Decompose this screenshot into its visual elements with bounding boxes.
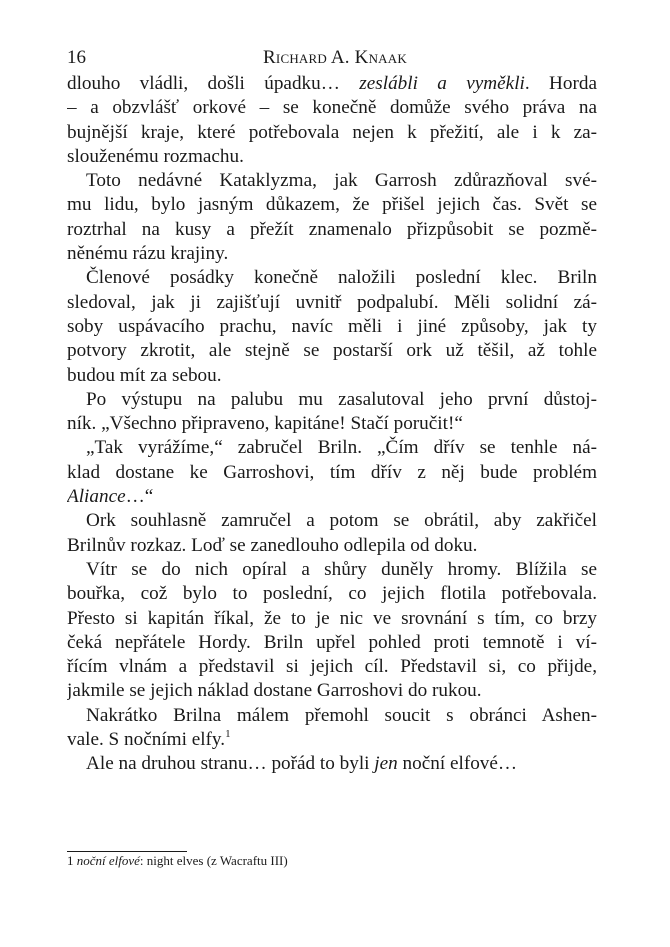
text-segment: bouřka, což bylo to poslední, co jejich flotila potřebovala. (67, 583, 597, 605)
text-segment: ník. „Všechno připraveno, kapitáne! Stačí poručit!“ (67, 413, 463, 435)
text-segment: jakmile se jejich náklad dostane Garroshovi do rukou. (67, 680, 482, 702)
text-line (67, 266, 597, 290)
text-segment: „Tak vyrážíme,“ zabručel Briln. „Čím dřív se tenhle ná- (86, 437, 597, 459)
text-line (67, 704, 597, 728)
text-line (67, 364, 597, 388)
text-segment: – a obzvlášť orkové – se konečně domůže svého práva na (67, 97, 597, 119)
footnote-number: 1 (67, 853, 74, 868)
text-segment: něnému rázu krajiny. (67, 243, 229, 265)
text-line (67, 121, 597, 145)
text-segment: Ork souhlasně zamručel a potom se obrátil, aby zakřičel (86, 510, 597, 532)
text-line (67, 679, 597, 703)
footnote-rule (67, 851, 187, 852)
text-line (67, 582, 597, 606)
footnote (67, 853, 288, 869)
text-segment: Po výstupu na palubu mu zasalutoval jeho první důstoj- (86, 388, 597, 410)
text-segment: . Horda (524, 73, 597, 94)
text-segment: budou mít za sebou. (67, 364, 222, 386)
text-line (67, 436, 597, 460)
text-segment: noční elfové… (397, 753, 518, 775)
text-line (67, 96, 597, 120)
text-segment: klad dostane ke Garroshovi, tím dřív z něj bude problém (67, 461, 597, 483)
page-number: 16 (67, 47, 86, 68)
text-line (67, 193, 597, 217)
text-line (67, 655, 597, 679)
text-line (67, 461, 597, 485)
text-segment: Ale na druhou stranu… pořád to byli (86, 753, 375, 775)
text-line (67, 242, 597, 266)
text-line (67, 218, 597, 242)
text-segment: Toto nedávné Kataklyzma, jak Garrosh zdůrazňoval své- (86, 170, 597, 192)
text-line (67, 291, 597, 315)
text-segment: Vítr se do nich opíral a shůry duněly hromy. Blížila se (86, 558, 597, 580)
text-segment: čeká nepřátele Hordy. Briln upřel pohled proti temnotě i ví- (67, 631, 597, 653)
text-segment: soby uspávacího prachu, navíc měli i jiné způsoby, jak ty (67, 315, 597, 337)
text-line (67, 607, 597, 631)
text-line (67, 72, 597, 96)
text-line (67, 485, 597, 509)
text-segment: vale. S nočními elfy. (67, 729, 226, 751)
text-segment: …“ (125, 486, 154, 508)
text-line (67, 145, 597, 169)
italic-segment: jen (374, 753, 398, 775)
footnote-text: : night elves (z Wacraftu III) (139, 853, 288, 868)
text-line (67, 388, 597, 412)
italic-segment: zeslábli a vyměkli (359, 73, 525, 94)
text-line (67, 752, 597, 776)
running-head-author: Richard A. Knaak (263, 47, 407, 68)
text-segment: Nakrátko Brilna málem přemohl soucit s obránci Ashen- (86, 704, 597, 726)
text-line (67, 509, 597, 533)
text-line (67, 315, 597, 339)
text-segment: slouženému rozmachu. (67, 145, 244, 167)
text-line (67, 728, 597, 752)
footnote-marker[interactable]: 1 (225, 728, 231, 741)
text-segment: roztrhal na kusy a přežít znamenalo přizpůsobit se pozmě- (67, 218, 597, 240)
italic-segment: Aliance (67, 486, 126, 508)
text-segment: Brilnův rozkaz. Loď se zanedlouho odlepila od doku. (67, 534, 478, 556)
text-line (67, 169, 597, 193)
text-segment: sledoval, jak ji zajišťují uvnitř podpalubí. Měli solidní zá- (67, 291, 597, 313)
text-line (67, 558, 597, 582)
text-segment: řícím vlnám a představil si jejich cíl. Představil si, co přijde, (67, 656, 597, 678)
footnote-term: noční elfové (76, 853, 140, 868)
text-line (67, 631, 597, 655)
text-segment: potvory zkrotit, ale stejně se postarší ork už těšil, až tohle (67, 340, 597, 362)
body-text (67, 72, 597, 777)
text-segment: dlouho vládli, došli úpadku… (67, 73, 360, 94)
text-line (67, 534, 597, 558)
text-segment: Členové posádky konečně naložili poslední klec. Briln (86, 267, 597, 289)
text-segment: mu lidu, bylo jasným důkazem, že přišel jejich čas. Svět se (67, 194, 597, 216)
text-line (67, 412, 597, 436)
text-segment: bujnější kraje, které potřebovala nejen k přežití, ale i k za- (67, 121, 597, 143)
text-line (67, 339, 597, 363)
text-segment: Přesto si kapitán říkal, že to je nic ve srovnání s tím, co brzy (67, 607, 597, 629)
